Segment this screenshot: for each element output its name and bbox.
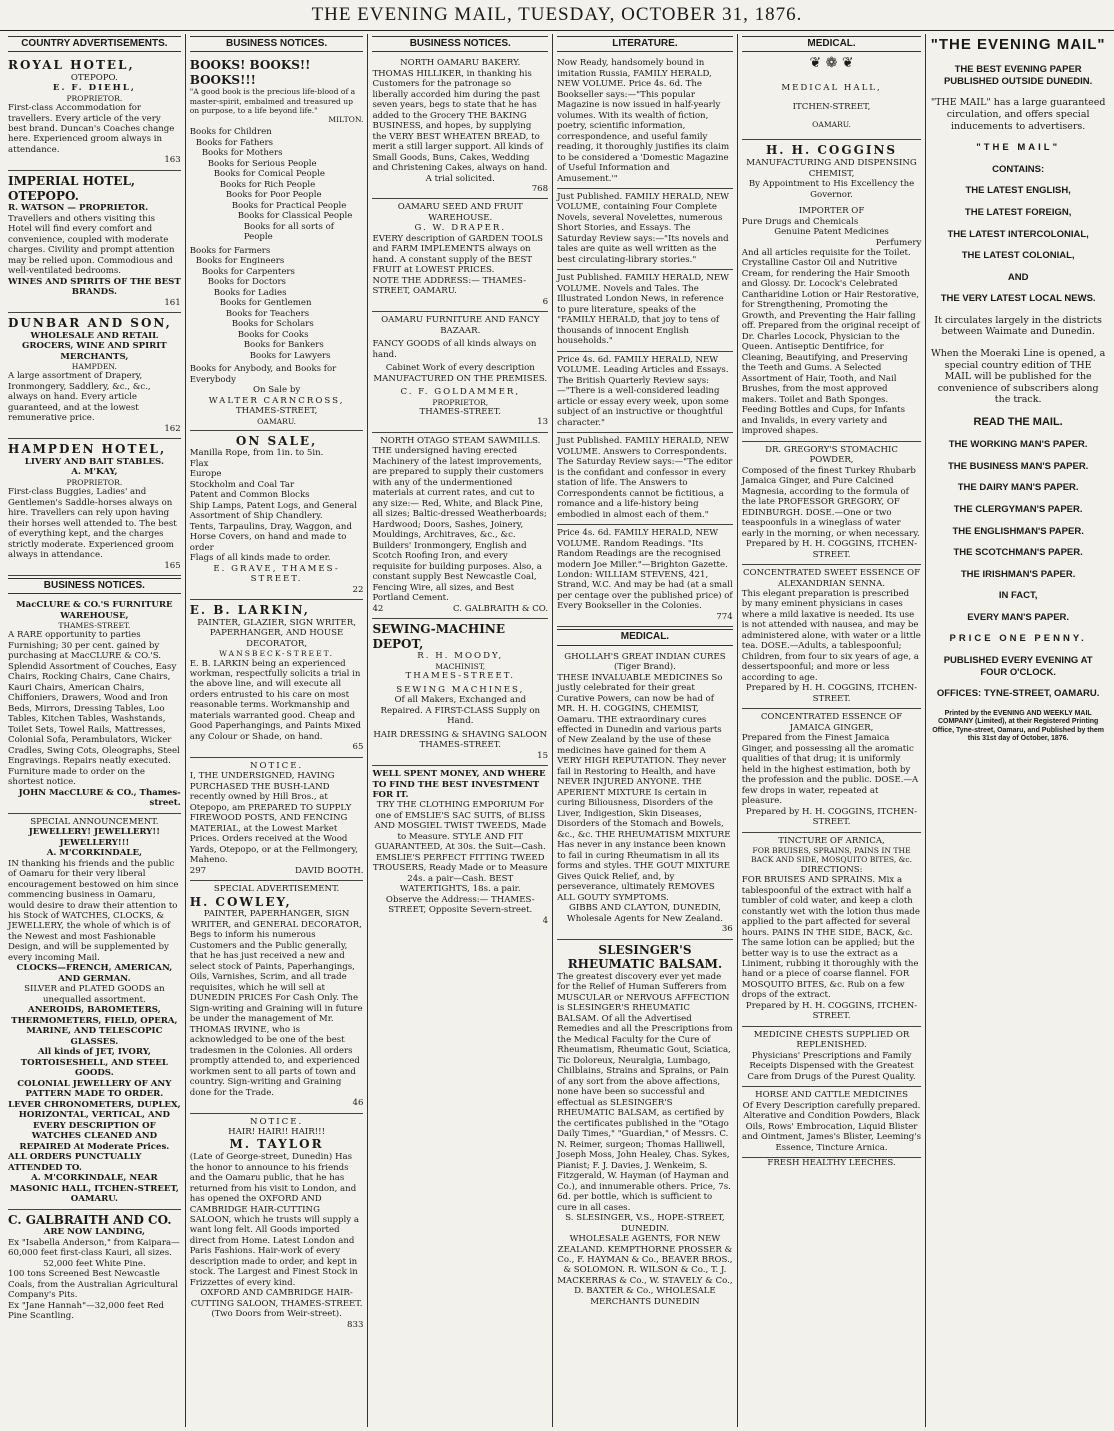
ad-medical-hall: MEDICAL HALL, ITCHEN-STREET, OAMARU.: [742, 72, 922, 140]
ad-steam-sawmills: NORTH OTAGO STEAM SAWMILLS. THE undersigned having erected Machinery of the latest improvements, are prepared to supply their customers with any of the undermentioned materials at current rates, and cut to any size:— Red, White, and Black Pine, all sizes; Baltic-dressed Weatherboards; Hardwood; Doors, Sashes, Joinery, Mouldings, Architraves, &c., &c. Builders' Ironmongery, English and Scotch Roofing Iron, and every requisite for building purposes. Also, a constant supply Best Newcastle Coal, Fencing Wire, all sizes, and Best Portland Cement. 42 C. GALBRAITH & CO.: [372, 433, 548, 619]
ad-alexandrian-senna: CONCENTRATED SWEET ESSENCE OF ALEXANDRIAN SENNA. This elegant preparation is prescribed by many eminent physicians in cases where a mild laxative is needed. Its use is not attended with nausea, and may be administered alone, with water or a little tea. DOSE.—Adults, a tablespoonful; Children, from four to six years of age, a dessertspoonful; and more or less according to age. Prepared by H. H. COGGINS, ITCHEN-STREET.: [742, 565, 922, 709]
ad-slesinger-balsam: SLESINGER'S RHEUMATIC BALSAM. The greatest discovery ever yet made for the Relief of Human Sufferers from MUSCULAR or NERVOUS AFFECTION is SLESINGER'S RHEUMATIC BALSAM. Of all the Advertised Remedies and all the Prescriptions from the Medical Faculty for the Cure of Rheumatism, Rheumatic Gout, Sciatica, Tic Doloreux, Neuralgia, Lumbago, Chilblains, Strains and Sprains, or Pain of any sort from the above affections, none have been so successful and effectual as SLESINGER'S RHEUMATIC BALSAM, as certified by the certificates published in the "Otago Daily Times," "Guardian," of Messrs. C. N. Reimer, surgeon; Thomas Halliwell, Joseph Moss, John Healey, Chas. Sykes, Pianist; F. J. Davies, J. Wenkeim, S. Fitzgerald, W. Hayman (of Hayman and Co.), and innumerable others. Price, 7s. 6d. per bottle, which is sufficient to cure in all cases. S. SLESINGER, V.S., HOPE-STREET, DUNEDIN. WHOLESALE AGENTS, FOR NEW ZEALAND. KEMPTHORNE PROSSER & Co., F. HAYMAN & Co., BEAVER BROS., & SOLOMON. R. WILSON & Co., T. J. MACKERRAS & Co., W. STAVELY & Co., D. BAXTER & Co., WHOLESALE MERCHANTS DUNEDIN: [557, 942, 733, 1307]
column-2: [185, 34, 368, 1427]
ad-hampden-hotel: HAMPDEN HOTEL, LIVERY AND BAIT STABLES. A. M'KAY, PROPRIETOR. First-class Buggies, Ladies' and Gentlemen's Saddle-horses always on hire. Travellers can rely upon having their horses well attended to. The best of everything kept, and the charges strictly moderate. Experienced groom always in attendance. 165: [8, 439, 181, 576]
ad-coggins-chemist: H. H. COGGINS MANUFACTURING AND DISPENSING CHEMIST, By Appointment to His Excellency the Governor. IMPORTER OF Pure Drugs and Chemicals Genuine Patent Medicines Perfumery And all articles requisite for the Toilet. Crystalline Castor Oil and Nutritive Cream, for rendering the Hair Smooth and Glossy. Dr. Locock's Celebrated Cantharidine Lotion or Hair Restorative, for Strengthening, Promoting the Growth, and Preventing the Hair falling off. Prepared from the original receipt of Dr. Charles Locock, Physician to the Queen. Antiseptic Dentifrice, for Cleaning, Beautifying, and Preserving the Teeth and Gums. A Selected Assortment of Hair, Tooth, and Nail Brushes, from the most approved makers. Toilet and Bath Sponges. Feeding Bottles and Cups, for Infants and Invalids, in every variety and improved shapes.: [742, 140, 922, 441]
section-country-heading: COUNTRY ADVERTISEMENTS.: [8, 36, 181, 52]
column-3: [367, 34, 552, 1427]
section-literature-heading: LITERATURE.: [557, 36, 733, 52]
lit-family-herald-5: Just Published. FAMILY HERALD, NEW VOLUME. Answers to Correspondents. The Saturday Review says:—"The editor is the confidant and confessor in every station of life. The Answers to Correspondents cannot be fictitious, a romance and a life-history being embodied in almost each of them.": [557, 433, 733, 525]
ad-fancy-bazaar: OAMARU FURNITURE AND FANCY BAZAAR. FANCY GOODS of all kinds always on hand. Cabinet Work of every description MANUFACTURED ON THE PREMISES. C. F. GOLDAMMER, PROPRIETOR, THAMES-STREET. 13: [372, 312, 548, 433]
section-business-heading-1: BUSINESS NOTICES.: [8, 578, 181, 594]
ad-taylor-hair: NOTICE. HAIR! HAIR!! HAIR!!! M. TAYLOR (Late of George-street, Dunedin) Has the honor to announce to his friends and the Oamaru public, that he has returned from his visit to London, and has opened the OXFORD AND CAMBRIDGE HAIR-CUTTING SALOON, which he trusts will supply a want long felt. All Goods imported direct from Home. Latest London and Paris Fashions. Hair-work of every description made to order, and kept in stock. The Largest and Finest Stock in Frizzettes of every kind. OXFORD AND CAMBRIDGE HAIR-CUTTING SALOON, THAMES-STREET. (Two Doors from Weir-street). 833: [189, 1116, 364, 1330]
column-1: [4, 34, 185, 1427]
ad-medicine-chests: MEDICINE CHESTS SUPPLIED OR REPLENISHED. Physicians' Prescriptions and Family Receipts Dispensed with the Greatest Care from Drugs of the Purest Quality.: [742, 1027, 922, 1087]
section-business-heading-2: BUSINESS NOTICES.: [190, 36, 364, 52]
ad-gregory-powder: DR. GREGORY'S STOMACHIC POWDER, Composed of the finest Turkey Rhubarb Jamaica Ginger, and Pure Calcined Magnesia, according to the formula of the late PROFESSOR GREGORY, OF EDINBURGH. DOSE.—One or two teaspoonfuls in a wineglass of water early in the morning, or when necessary. Prepared by H. H. COGGINS, ITCHEN-STREET.: [742, 442, 922, 565]
house-ad-title: "THE EVENING MAIL": [930, 36, 1106, 53]
lit-family-herald-6: Price 4s. 6d. FAMILY HERALD, NEW VOLUME. Random Readings. "Its Random Readings are the recognised modern Joe Miller."—Brighton Gazette. London: WILLIAM STEVENS, 421, Strand, W.C. And may be had (at a small per centage over the published price) of Every Bookseller in the Colonies. 774: [557, 525, 733, 627]
section-medical-heading-1: MEDICAL.: [557, 629, 733, 645]
ad-jamaica-ginger: CONCENTRATED ESSENCE OF JAMAICA GINGER, Prepared from the Finest Jamaica Ginger, and possessing all the aromatic qualities of that drug; it is uniformly held in the highest estimation, both by the profession and the public. DOSE.—A few drops in water, repeated at pleasure. Prepared by H. H. COGGINS, ITCHEN-STREET.: [742, 709, 922, 832]
masthead-title: THE EVENING MAIL, TUESDAY, OCTOBER 31, 1876.: [311, 4, 803, 25]
section-medical-heading-2: MEDICAL.: [742, 36, 922, 52]
newspaper-columns: [4, 34, 1110, 1427]
masthead: [0, 0, 1114, 31]
ad-tincture-arnica: TINCTURE OF ARNICA, FOR BRUISES, SPRAINS, PAINS IN THE BACK AND SIDE, MOSQUITO BITES, &c. DIRECTIONS: FOR BRUISES AND SPRAINS. Mix a tablespoonful of the extract with half a tumbler of cold water, and keep a cloth constantly wet with the lotion thus made applied to the part affected for several hours. PAINS IN THE SIDE, BACK, &c. The same lotion can be applied; but the better way is to use the extract as a Liniment, rubbing it thoroughly with the hand or a piece of coarse flannel. FOR MOSQUITO BITES, &c. Rub on a few drops of the extract. Prepared by H. H. COGGINS, ITCHEN-STREET.: [742, 833, 922, 1027]
ad-grave-on-sale: ON SALE, Manilla Rope, from 1in. to 5in. Flax Europe Stockholm and Coal Tar Patent and Common Blocks Ship Lamps, Patent Logs, and General Assortment of Ship Chandlery. Tents, Tarpaulins, Dray, Waggon, and Horse Covers, on hand and made to order Flags of all kinds made to order. E. GRAVE, THAMES-STREET. 22: [190, 431, 364, 600]
ad-galbraith-landing: C. GALBRAITH AND CO. ARE NOW LANDING, Ex "Isabella Anderson," from Kaipara—60,000 feet first-class Kauri, all sizes. 52,000 feet White Pine. 100 tons Screened Best Newcastle Coals, from the Australian Agricultural Company's Pits. Ex "Jane Hannah"—32,000 feet Red Pine Scantling.: [8, 1212, 180, 1322]
ad-north-oamaru-bakery: NORTH OAMARU BAKERY. THOMAS HILLIKER, in thanking his Customers for the patronage so liberally accorded him during the past seven years, begs to state that he has added to the Grocery THE BAKING BUSINESS, and hopes, by supplying the VERY BEST WHEATEN BREAD, to merit a still larger support. All kinds of Small Goods, Buns, Cakes, Wedding and Christening Cakes, always on hand. A trial solicited. 768: [372, 55, 548, 199]
ad-leeches: FRESH HEALTHY LEECHES.: [767, 1158, 896, 1169]
section-business-heading-3: BUSINESS NOTICES.: [372, 36, 548, 52]
lit-family-herald-4: Price 4s. 6d. FAMILY HERALD, NEW VOLUME. Leading Articles and Essays. The British Quarterly Review says:—"There is a well-considered leading article or essay every week, upon some subject of an instructive or thoughtful character.": [557, 352, 733, 433]
ad-mcorkindale-jewellery: SPECIAL ANNOUNCEMENT. JEWELLERY! JEWELLERY!! JEWELLERY!!! A. M'CORKINDALE, IN thanking his friends and the public of Oamaru for their very liberal encouragement bestowed on him since commencing business in Oamaru, would desire to draw their attention to his Stock of WATCHES, CLOCKS, & JEWELLERY, the whole of which is of the Newest and most Fashionable Design, and will be supplemented by every incoming Mail. CLOCKS—FRENCH, AMERICAN, AND GERMAN. SILVER and PLATED GOODS an unequalled assortment. ANEROIDS, BAROMETERS, THERMOMETERS, FIELD, OPERA, MARINE, AND TELESCOPIC GLASSES. All kinds of JET, IVORY, TORTOISESHELL, AND STEEL GOODS. COLONIAL JEWELLERY OF ANY PATTERN MADE TO ORDER. LEVER CHRONOMETERS, DUPLEX, HORIZONTAL, VERTICAL, AND EVERY DESCRIPTION OF WATCHES CLEANED AND REPAIRED At Moderate Prices. ALL ORDERS PUNCTUALLY ATTENDED TO. A. M'CORKINDALE, NEAR MASONIC HALL, ITCHEN-STREET, OAMARU.: [8, 814, 181, 1210]
ad-horse-cattle-medicines: HORSE AND CATTLE MEDICINES Of Every Description carefully prepared. Alterative and Condition Powders, Black Oils, Rows' Embrocation, Liquid Blister and Ointment, James's Blister, Leeming's Essence, Tincture Arnica.: [742, 1087, 922, 1158]
column-5: [737, 34, 926, 1427]
ornament-icon: ❦ ❁ ❦: [809, 55, 854, 72]
lit-family-herald-3: Just Published. FAMILY HERALD, NEW VOLUME. Novels and Tales. The Illustrated London News, in reference to pure literature, speaks of the "FAMILY HERALD, that joy to tens of thousands of innocent English households.": [557, 270, 733, 351]
ad-imperial-hotel: IMPERIAL HOTEL, OTEPOPO. R. WATSON — PROPRIETOR. Travellers and others visiting this Hotel will find every comfort and convenience, coupled with moderate charges. Civility and prompt attention may be relied upon. Commodious and well-ventilated bedrooms. WINES AND SPIRITS OF THE BEST BRANDS. 161: [8, 171, 181, 313]
ad-emslie-clothing: WELL SPENT MONEY, AND WHERE TO FIND THE BEST INVESTMENT FOR IT. TRY THE CLOTHING EMPORIUM For one of EMSLIE'S SAC SUITS, of BLISS AND MOSGIEL TWIST TWEEDS, Made to Measure. STYLE AND FIT GUARANTEED, At 30s. the Suit—Cash. EMSLIE'S PERFECT FITTING TWEED TROUSERS, Ready Made or to Measure 24s. a pair—Cash. BEST WATERTIGHTS, 18s. a pair. Observe the Address:— THAMES-STREET, Opposite Severn-street. 4: [372, 769, 549, 926]
ad-royal-hotel: ROYAL HOTEL, OTEPOPO. E. F. DIEHL, PROPRIETOR. First-class Accommodation for travellers. Every article of the very best brand. Duncan's Coaches change here. Experienced groom always in attendance. 163: [8, 55, 181, 171]
ad-carncross-books: BOOKS! BOOKS!! BOOKS!!! "A good book is the precious life-blood of a master-spirit, embalmed and treasured up on purpose, to a life beyond life." MILTON. Books for Children Books for Fathers Books for Mothers Books for Serious People Books for Comical People Books for Rich People Books for Poor People Books for Practical People Books for Classical People Books for all sorts of People Books for Farmers Books for Engineers Books for Carpenters Books for Doctors Books for Ladies Books for Gentlemen Books for Teachers Books for Scholars Books for Cooks Books for Bankers Books for Lawyers Books for Anybody, and Books for Everybody On Sale by WALTER CARNCROSS, THAMES-STREET, OAMARU.: [190, 55, 364, 431]
ad-cowley-painter: SPECIAL ADVERTISEMENT. H. COWLEY, PAINTER, PAPERHANGER, SIGN WRITER, and GENERAL DECORATOR, Begs to inform his numerous Customers and the Public generally, that he has just received a new and select stock of Paints, Paperhangings, Oils, Varnishes, Scrim, and all trade requisites, which he will sell at DUNEDIN PRICES For Cash Only. The Sign-writing and Graining will in future be under the management of Mr. THOMAS IRVINE, who is acknowledged to be one of the best tradesmen in the Colonies. All orders promptly attended to, and experienced workmen sent to all parts of town and country. Sign-writing and Graining done for the Trade. 46: [190, 881, 364, 1113]
ad-dunbar-and-son: DUNBAR AND SON, WHOLESALE AND RETAIL GROCERS, WINE AND SPIRIT MERCHANTS, HAMPDEN. A large assortment of Drapery, Ironmongery, Saddlery, &c., &c., always on hand. Every article guaranteed, and at the lowest remunerative price. 162: [8, 313, 181, 439]
ad-seed-warehouse: OAMARU SEED AND FRUIT WAREHOUSE. G. W. DRAPER. EVERY description of GARDEN TOOLS and FARM IMPLEMENTS always on hand. A constant supply of the BEST FRUIT at LOWEST PRICES. NOTE THE ADDRESS:— THAMES-STREET, OAMARU. 6: [372, 199, 548, 312]
ad-booth-notice: NOTICE. I, THE UNDERSIGNED, HAVING PURCHASED THE BUSH-LAND recently owned by Hill Bros., at Otepopo, am PREPARED TO SUPPLY FIREWOOD POSTS, AND FENCING MATERIAL, at the Lowest Market Prices. Orders received at the Wood Yards, Otepopo, or at the Fellmongery, Maheno. 297 DAVID BOOTH.: [190, 758, 364, 881]
ad-ghollah-cures: GHOLLAH'S GREAT INDIAN CURES (Tiger Brand). THESE INVALUABLE MEDICINES So justly celebrated for their great Curative Powers, can now be had of MR. H. H. COGGINS, CHEMIST, Oamaru. THE extraordinary cures effected in Dunedin and various parts of New Zealand by the use of these medicines have gained for them A VERY HIGH REPUTATION. They never fail in Restoring to Health, and have NEVER INJURED ANYONE. THE APERIENT MIXTURE Is certain in curing Biliousness, Disorders of the Liver, Indigestion, Skin Diseases, Disorders of the Stomach and Bowels, &c., &c. THE RHEUMATISM MIXTURE Has never in any instance been known to fail in curing Rheumatism in all its forms and styles. THE GOUT MIXTURE Gives Quick Relief, and, by perseverance, ultimately REMOVES ALL GOUTY SYMPTOMS. GIBBS AND CLAYTON, DUNEDIN, Wholesale Agents for New Zealand. 36: [557, 649, 733, 940]
lit-family-herald-1: Now Ready, handsomely bound in imitation Russia, FAMILY HERALD, NEW VOLUME. Price 4s. 6d. The Bookseller says:—"This popular Magazine is now issued in half-yearly volumes. With its wealth of fiction, poetry, scientific information, correspondence, and useful family reading, it thoroughly justifies its claim to be considered a 'Domestic Magazine of Useful Information and Amusement.'": [557, 55, 733, 189]
ad-sewing-machine-depot: SEWING-MACHINE DEPOT, R. H. MOODY, MACHINIST, THAMES-STREET. SEWING MACHINES, Of all Makers, Exchanged and Repaired. A FIRST-CLASS Supply on Hand. HAIR DRESSING & SHAVING SALOON THAMES-STREET. 15: [372, 619, 548, 766]
column-6-house-ad: "THE EVENING MAIL" THE BEST EVENING PAPER PUBLISHED OUTSIDE DUNEDIN. "THE MAIL" has a large guaranteed circulation, and offers special inducements to advertisers. "THE MAIL" CONTAINS: THE LATEST ENGLISH, THE LATEST FOREIGN, THE LATEST INTERCOLONIAL, THE LATEST COLONIAL, AND THE VERY LATEST LOCAL NEWS. It circulates largely in the districts between Waimate and Dunedin. When the Moeraki Line is opened, a special country edition of THE MAIL will be published for the convenience of subscribers along the track. READ THE MAIL. THE WORKING MAN'S PAPER. THE BUSINESS MAN'S PAPER. THE DAIRY MAN'S PAPER. THE CLERGYMAN'S PAPER. THE ENGLISHMAN'S PAPER. THE SCOTCHMAN'S PAPER. THE IRISHMAN'S PAPER. IN FACT, EVERY MAN'S PAPER. PRICE ONE PENNY. PUBLISHED EVERY EVENING AT FOUR O'CLOCK. OFFICES: TYNE-STREET, OAMARU. Printed by the EVENING AND WEEKLY MAIL COMPANY (Limited), at their Registered Printing Office, Tyne-street, Oamaru, and Published by them this 31st day of October, 1876.: [925, 34, 1110, 1427]
ad-macclure-furniture: MacCLURE & CO.'S FURNITURE WAREHOUSE, THAMES-STREET. A RARE opportunity to parties Furnishing; 30 per cent. gained by purchasing at MacCLURE & CO.'S. Splendid Assortment of Couches, Easy Chairs, Rocking Chairs, Cane Chairs, Kauri Chairs, American Chairs, Chiffoniers, Drawers, Wood and Iron Beds, Mirrors, Dressing Tables, Loo Tables, Kitchen Tables, Washstands, Toilet Sets, Towel Rails, Mattresses, Colonial Sofa, Perambulators, Wicker Cradles, Swing Cots, Oleographs, Steel Engravings. Repairs neatly executed. Furniture made to order on the shortest notice. JOHN MacCLURE & CO., Thames-street.: [8, 597, 181, 813]
ad-larkin-painter: E. B. LARKIN, PAINTER, GLAZIER, SIGN WRITER, PAPERHANGER, AND HOUSE DECORATOR, WANSBECK-STREET. E. B. LARKIN being an experienced workman, respectfully solicits a trial in the above line, and will execute all orders entrusted to his care on most reasonable terms. Workmanship and materials warranted good. Cheap and Good Paperhangings, and Paints Mixed any Colour or Shade, on hand. 65: [190, 600, 364, 758]
lit-family-herald-2: Just Published. FAMILY HERALD, NEW VOLUME, containing Four Complete Novels, several Novelettes, numerous Short Stories, and Essays. The Saturday Review says:—"Its novels and tales are quite as well written as the best circulating-library stories.": [557, 189, 733, 270]
column-4: [552, 34, 737, 1427]
